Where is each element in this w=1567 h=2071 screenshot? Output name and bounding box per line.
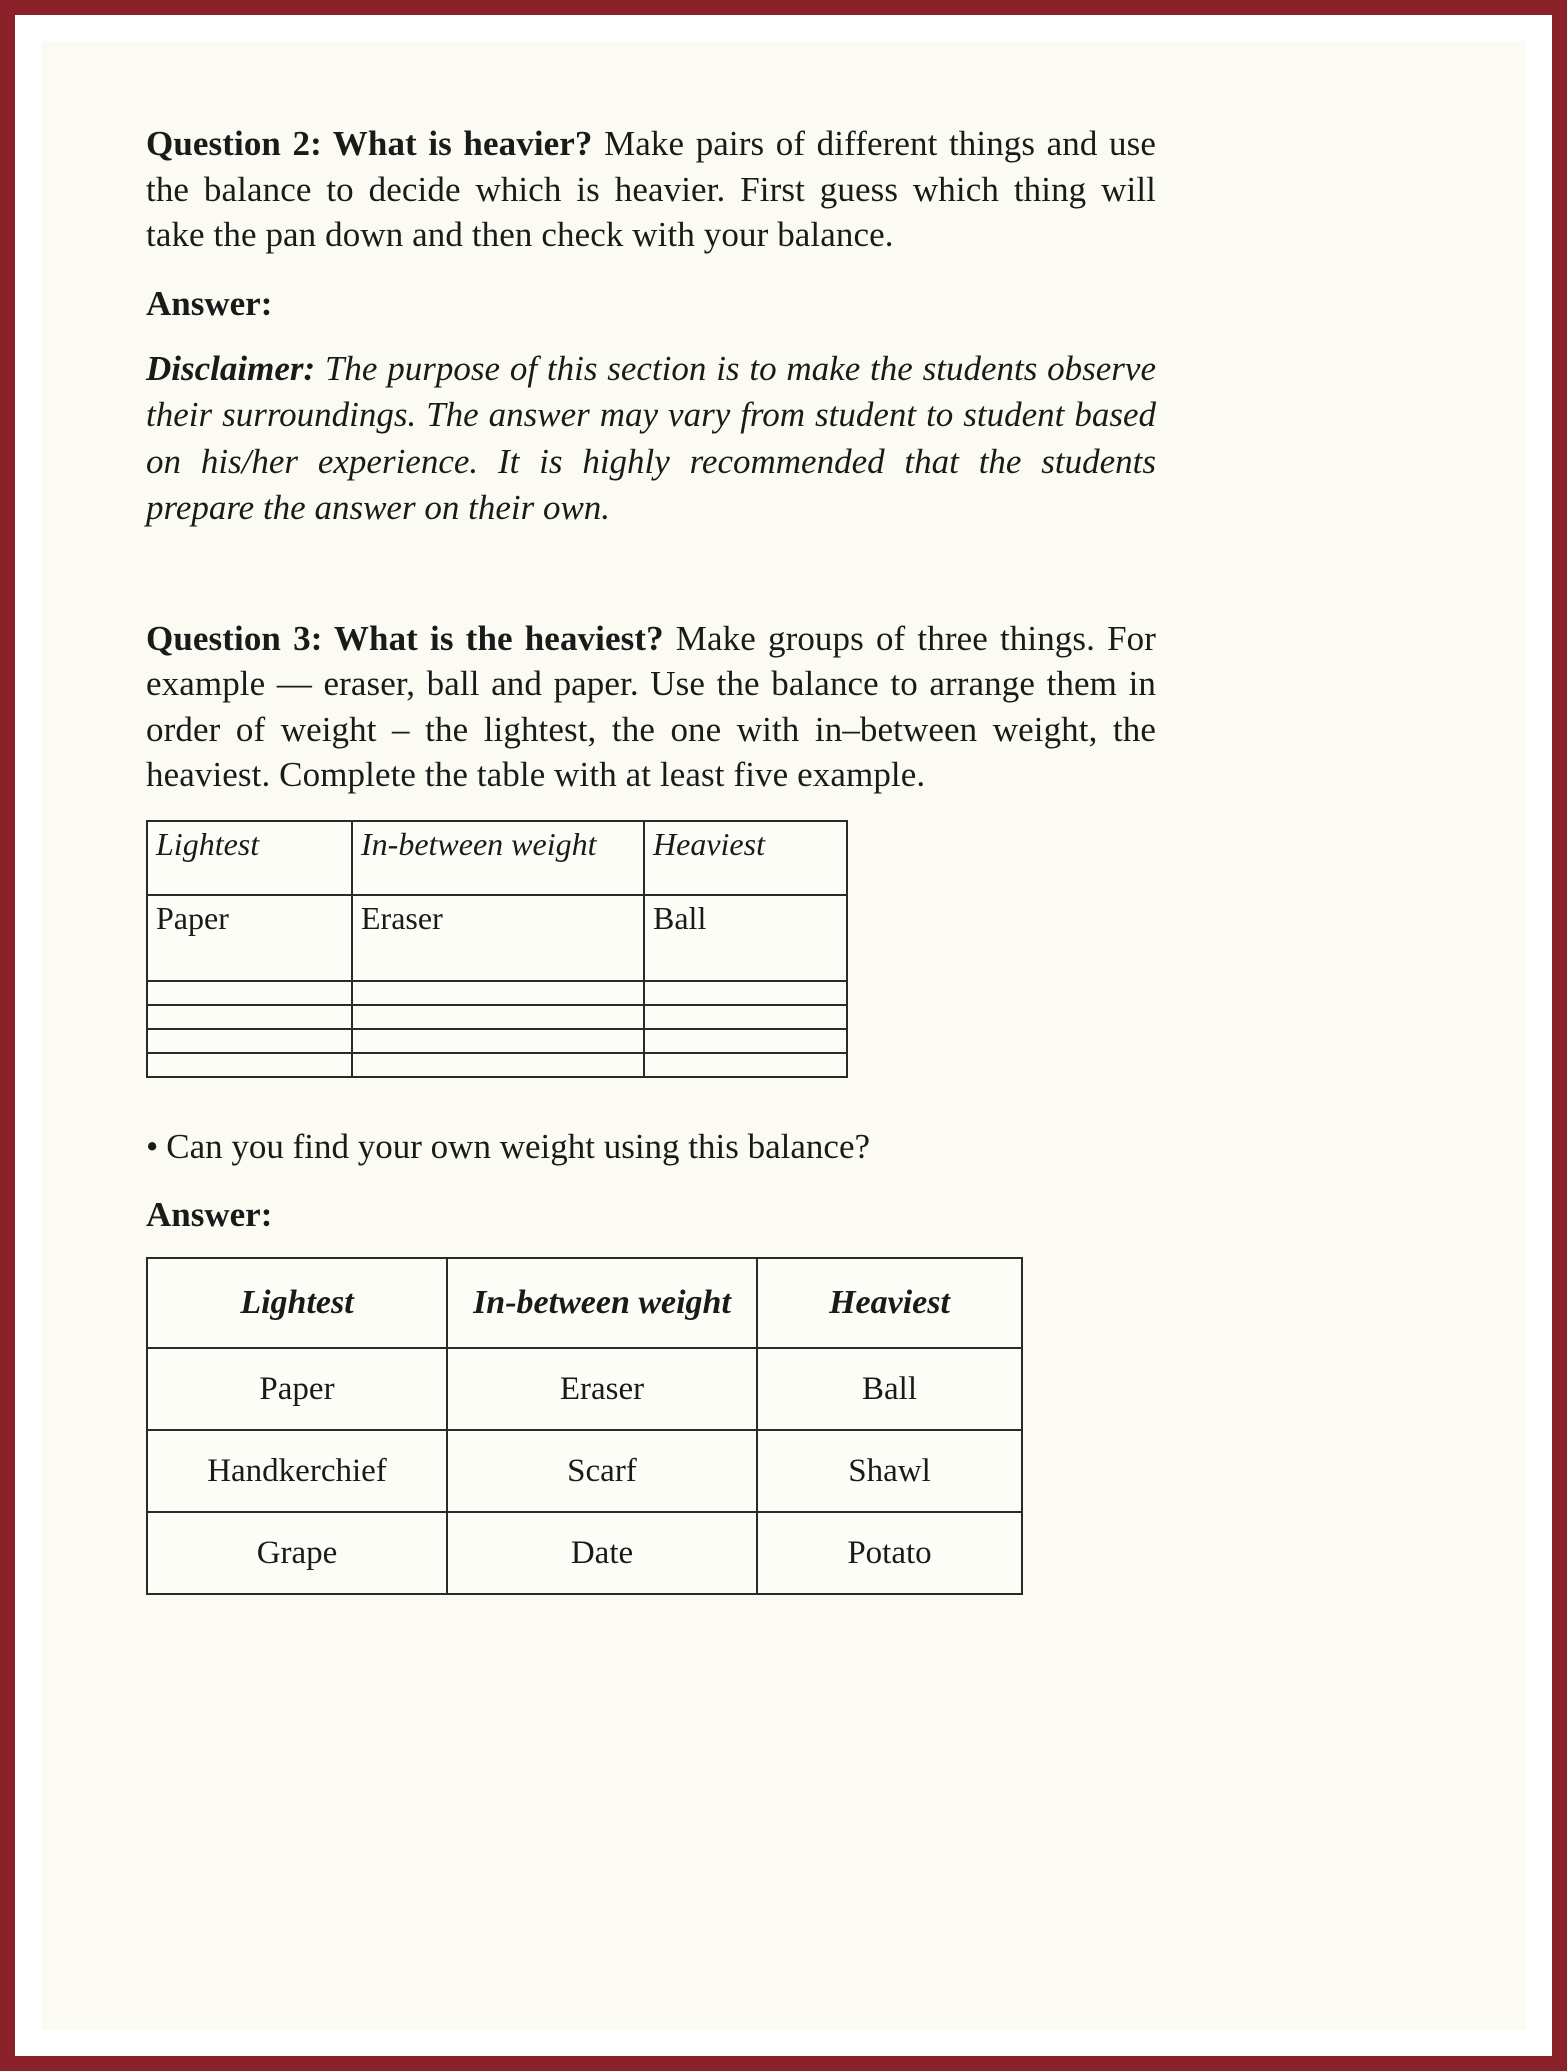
header-cell-lightest: Lightest	[147, 821, 352, 895]
question-2-answer-label: Answer:	[146, 283, 273, 323]
cell-heaviest: Ball	[757, 1348, 1022, 1430]
header-cell-in-between: In-between weight	[447, 1258, 757, 1348]
blank-worksheet-table	[146, 820, 848, 1078]
question-3-answer-label: Answer:	[146, 1195, 273, 1235]
question-2-paragraph	[146, 121, 1156, 258]
cell-lightest: Grape	[147, 1512, 447, 1594]
cell-empty[interactable]	[352, 1053, 644, 1077]
cell-empty[interactable]	[147, 1053, 352, 1077]
page-sheet	[41, 41, 1526, 2030]
cell-empty[interactable]	[644, 1053, 847, 1077]
cell-heaviest: Shawl	[757, 1430, 1022, 1512]
disclaimer-label: Disclaimer:	[146, 348, 316, 388]
table-header-row	[147, 821, 847, 895]
table-bullet-spacer	[146, 1078, 1156, 1124]
cell-empty[interactable]	[352, 1005, 644, 1029]
cell-in-between: Eraser	[352, 895, 644, 981]
header-cell-heaviest: Heaviest	[757, 1258, 1022, 1348]
question-2-body: Make pairs of different things and use the balance to decide which is heavier. First guess which thing will take the pan down and then check with your balance.	[146, 124, 1156, 254]
table-row-empty[interactable]	[147, 1053, 847, 1077]
table-header-row	[147, 1258, 1022, 1348]
cell-empty[interactable]	[147, 1005, 352, 1029]
cell-empty[interactable]	[147, 1029, 352, 1053]
table-row	[147, 1348, 1022, 1430]
answer-table	[146, 1257, 1023, 1595]
bullet-question-text: Can you find your own weight using this balance?	[166, 1126, 871, 1166]
cell-in-between: Date	[447, 1512, 757, 1594]
cell-empty[interactable]	[352, 1029, 644, 1053]
question-3-body: Make groups of three things. For example — eraser, ball and paper. Use the balance to arrange them in order of weight – the lightest, the one with in–between weight, the heaviest. Complete the table with at least five example.	[146, 618, 1157, 795]
cell-heaviest: Ball	[644, 895, 847, 981]
cell-lightest: Handkerchief	[147, 1430, 447, 1512]
cell-empty[interactable]	[644, 1029, 847, 1053]
header-cell-heaviest: Heaviest	[644, 821, 847, 895]
cell-empty[interactable]	[644, 981, 847, 1005]
cell-heaviest: Potato	[757, 1512, 1022, 1594]
question-3-lead: Question 3: What is the heaviest?	[146, 618, 664, 658]
section-spacer	[146, 532, 1156, 616]
bullet-marker-icon: •	[146, 1126, 159, 1166]
disclaimer-paragraph	[146, 346, 1156, 532]
table-row-empty[interactable]	[147, 1029, 847, 1053]
cell-in-between: Eraser	[447, 1348, 757, 1430]
question-2-lead: Question 2: What is heavier?	[146, 124, 593, 163]
header-cell-in-between: In-between weight	[352, 821, 644, 895]
table-row-empty[interactable]	[147, 1005, 847, 1029]
page-inner-frame	[12, 12, 1555, 2059]
cell-empty[interactable]	[147, 981, 352, 1005]
cell-in-between: Scarf	[447, 1430, 757, 1512]
table-row-empty[interactable]	[147, 981, 847, 1005]
table-row	[147, 1430, 1022, 1512]
cell-empty[interactable]	[644, 1005, 847, 1029]
header-cell-lightest: Lightest	[147, 1258, 447, 1348]
bullet-question	[146, 1124, 1156, 1170]
disclaimer-body: The purpose of this section is to make the students observe their surroundings. The answer may vary from student to student based on his/her experience. It is highly recommended that the students prepare the answer on their own.	[146, 348, 1156, 528]
cell-lightest: Paper	[147, 895, 352, 981]
question-3-paragraph	[146, 616, 1156, 798]
table-row	[147, 895, 847, 981]
document-content	[146, 121, 1156, 1595]
cell-empty[interactable]	[352, 981, 644, 1005]
table-row	[147, 1512, 1022, 1594]
cell-lightest: Paper	[147, 1348, 447, 1430]
